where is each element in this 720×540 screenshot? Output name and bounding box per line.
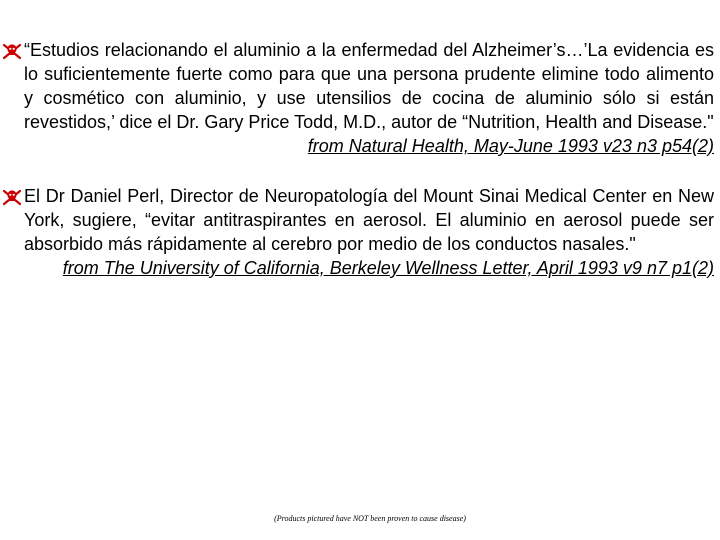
quote-text: “Estudios relacionando el aluminio a la enfermedad del Alzheimer’s…’La evidencia es lo suficientemente fuerte como para que una persona prudente elimine todo alimento y cosmético con aluminio, y use utensilios de cocina de aluminio sólo si están revestidos,’ dice el Dr. Gary Price Todd, M.D., autor de “Nutrition, Health and Disease." [24,40,714,132]
skull-and-crossbones-icon [2,42,22,60]
quote-text: El Dr Daniel Perl, Director de Neuropatología del Mount Sinai Medical Center en New York, sugiere, “evitar antitraspirantes en aerosol. El aluminio en aerosol puede ser absorbido más rápidamente al cerebro por medio de los conductos nasales." [24,186,714,254]
quote-block-1 [24,38,714,158]
quote-citation: from The University of California, Berkeley Wellness Letter, April 1993 v9 n7 p1(2) [62,258,714,278]
footer-note: (Products pictured have NOT been proven to cause disease) [274,514,466,523]
quote-citation: from Natural Health, May-June 1993 v23 n3 p54(2) [307,136,714,156]
quote-block-2 [24,184,714,280]
skull-and-crossbones-icon [2,188,22,206]
